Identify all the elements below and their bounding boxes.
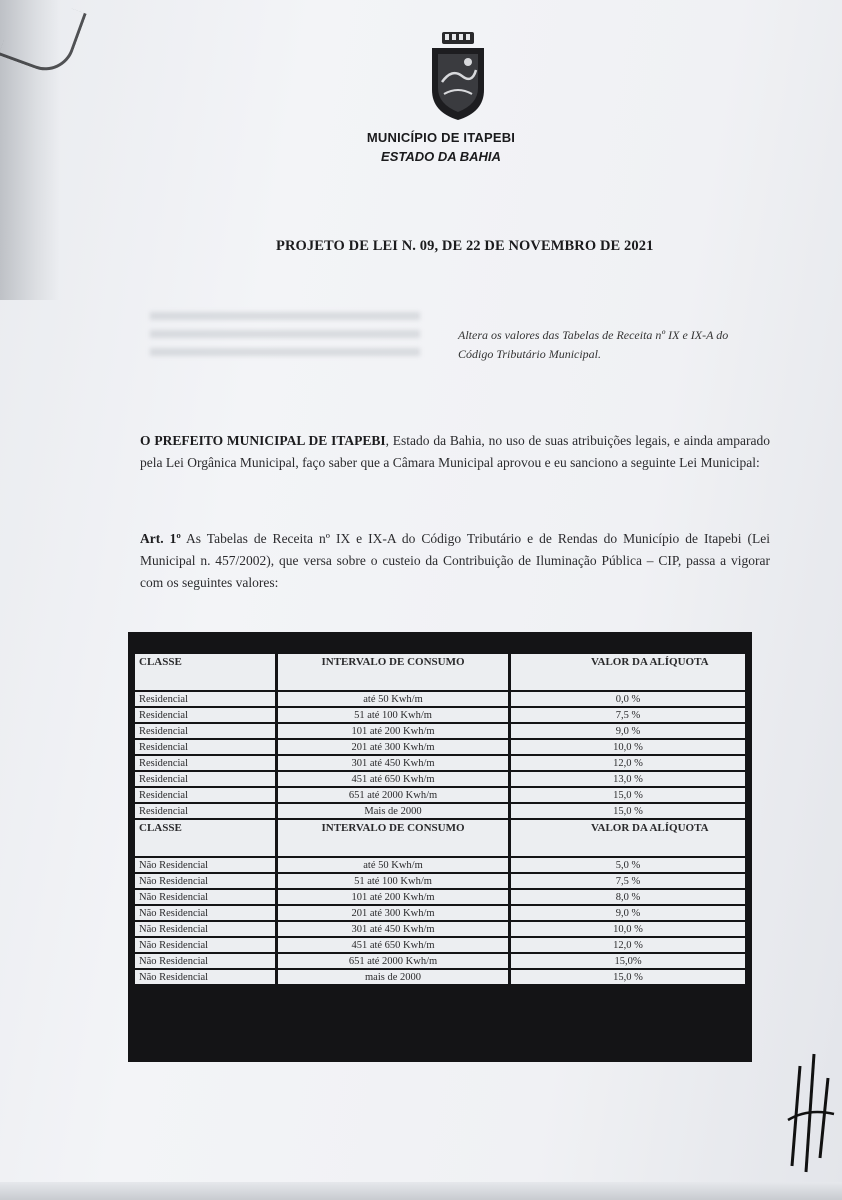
table-cell: 9,0 % <box>511 906 745 920</box>
table-cell: Residencial <box>135 756 275 770</box>
table-header-cell: INTERVALO DE CONSUMO <box>278 654 508 690</box>
table-cell: Não Residencial <box>135 970 275 984</box>
table-row <box>135 954 745 968</box>
blurred-area <box>150 312 420 360</box>
table-cell: 301 até 450 Kwh/m <box>278 756 508 770</box>
table-cell: Residencial <box>135 724 275 738</box>
table-cell: Não Residencial <box>135 954 275 968</box>
table-cell: até 50 Kwh/m <box>278 692 508 706</box>
table-cell: Não Residencial <box>135 874 275 888</box>
table-row <box>135 740 745 754</box>
table-header-cell: CLASSE <box>135 654 275 690</box>
table-cell: 15,0 % <box>511 788 745 802</box>
table-cell: 10,0 % <box>511 740 745 754</box>
preamble-text: , Estado da Bahia, no uso de suas atribuições legais, e ainda amparado pela Lei Orgânica Municipal, faço saber que a Câmara Municipal aprovou e eu sanciono a seguinte Lei Municipal: <box>140 433 770 470</box>
table-cell: 15,0 % <box>511 970 745 984</box>
table-row <box>135 756 745 770</box>
preamble-paragraph <box>140 430 770 474</box>
table-cell: 651 até 2000 Kwh/m <box>278 954 508 968</box>
tariff-table <box>128 632 752 1062</box>
table-header-row <box>135 820 745 856</box>
table-row <box>135 874 745 888</box>
table-cell: 9,0 % <box>511 724 745 738</box>
table-cell: 201 até 300 Kwh/m <box>278 906 508 920</box>
table-row <box>135 772 745 786</box>
table-cell: 15,0 % <box>511 804 745 818</box>
article-text: As Tabelas de Receita nº IX e IX-A do Código Tributário e de Rendas do Município de Itapebi (Lei Municipal n. 457/2002), que versa sobre o custeio da Contribuição de Iluminação Pública – CIP, passa a vigorar com os seguintes valores: <box>140 531 770 590</box>
table-cell: 651 até 2000 Kwh/m <box>278 788 508 802</box>
table-cell: 201 até 300 Kwh/m <box>278 740 508 754</box>
table-row <box>135 970 745 984</box>
municipal-crest-icon <box>428 30 488 122</box>
table-cell: Residencial <box>135 708 275 722</box>
table-cell: 451 até 650 Kwh/m <box>278 772 508 786</box>
table-cell: Mais de 2000 <box>278 804 508 818</box>
table-cell: 12,0 % <box>511 938 745 952</box>
table-row <box>135 692 745 706</box>
table-cell: Residencial <box>135 772 275 786</box>
table-cell: Não Residencial <box>135 890 275 904</box>
preamble-lead: O PREFEITO MUNICIPAL DE ITAPEBI <box>140 433 386 448</box>
table-cell: 51 até 100 Kwh/m <box>278 708 508 722</box>
table-row <box>135 724 745 738</box>
table-row <box>135 906 745 920</box>
table-cell: 101 até 200 Kwh/m <box>278 724 508 738</box>
table-cell: 0,0 % <box>511 692 745 706</box>
table-header-cell: INTERVALO DE CONSUMO <box>278 820 508 856</box>
table-row <box>135 938 745 952</box>
table-header-row <box>135 654 745 690</box>
table-cell: Não Residencial <box>135 906 275 920</box>
table-cell: mais de 2000 <box>278 970 508 984</box>
table-cell: Residencial <box>135 692 275 706</box>
table-header-cell: VALOR DA ALÍQUOTA <box>511 820 745 856</box>
table-row <box>135 804 745 818</box>
table-cell: 301 até 450 Kwh/m <box>278 922 508 936</box>
table-row <box>135 922 745 936</box>
table-cell: 10,0 % <box>511 922 745 936</box>
handwritten-signature <box>786 1048 836 1178</box>
table-top-band <box>135 637 745 652</box>
table-cell: 101 até 200 Kwh/m <box>278 890 508 904</box>
table-cell: 13,0 % <box>511 772 745 786</box>
table-cell: 7,5 % <box>511 874 745 888</box>
table-cell: Residencial <box>135 804 275 818</box>
summary-ementa: Altera os valores das Tabelas de Receita nº IX e IX-A do Código Tributário Municipal. <box>458 328 729 361</box>
table-cell: Não Residencial <box>135 858 275 872</box>
article-lead: Art. 1º <box>140 531 181 546</box>
table-cell: 5,0 % <box>511 858 745 872</box>
article-1-paragraph <box>140 528 770 594</box>
table-cell: até 50 Kwh/m <box>278 858 508 872</box>
table-cell: 451 até 650 Kwh/m <box>278 938 508 952</box>
table-cell: 8,0 % <box>511 890 745 904</box>
document-title: PROJETO DE LEI N. 09, DE 22 DE NOVEMBRO DE 2021 <box>276 238 654 254</box>
table-row <box>135 708 745 722</box>
table-cell: Residencial <box>135 740 275 754</box>
state-name: ESTADO DA BAHIA <box>381 149 501 164</box>
table-header-cell: CLASSE <box>135 820 275 856</box>
table-cell: Não Residencial <box>135 938 275 952</box>
table-row <box>135 788 745 802</box>
table-cell: 15,0% <box>511 954 745 968</box>
table-row <box>135 890 745 904</box>
table-header-cell: VALOR DA ALÍQUOTA <box>511 654 745 690</box>
table-cell: 12,0 % <box>511 756 745 770</box>
municipality-name: MUNICÍPIO DE ITAPEBI <box>366 130 516 145</box>
page-edge <box>0 1182 842 1200</box>
table-cell: 51 até 100 Kwh/m <box>278 874 508 888</box>
table-cell: Residencial <box>135 788 275 802</box>
table-row <box>135 858 745 872</box>
table-cell: Não Residencial <box>135 922 275 936</box>
table-cell: 7,5 % <box>511 708 745 722</box>
